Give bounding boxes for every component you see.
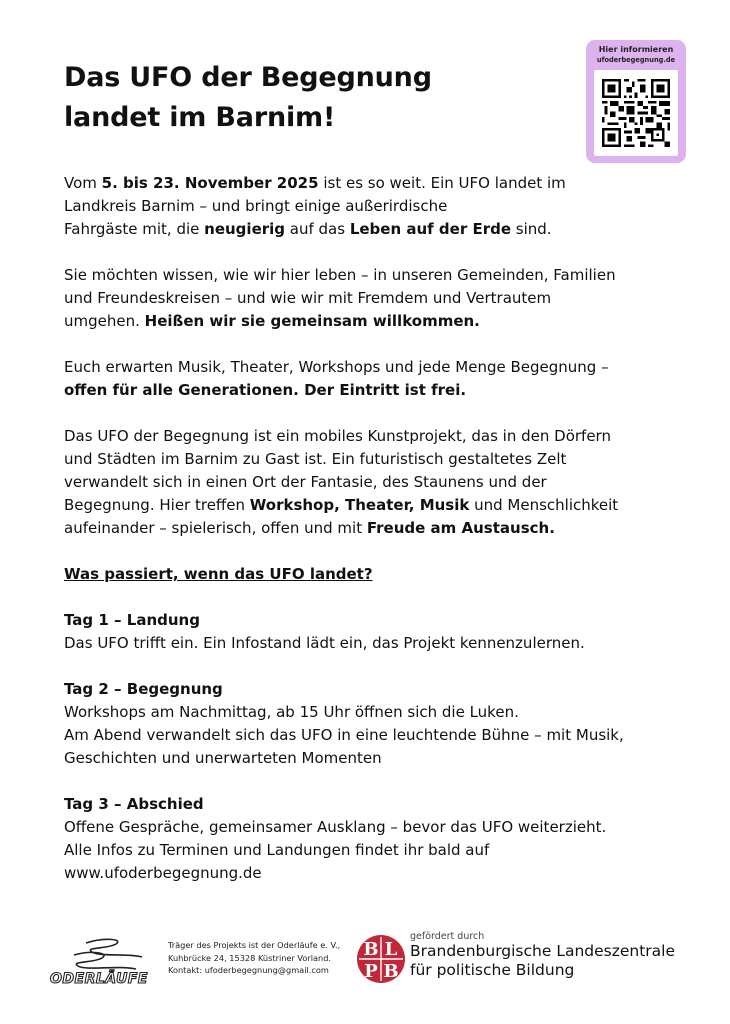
sponsor-line-2: Kuhbrücke 24, 15328 Küstriner Vorland. (168, 952, 332, 963)
qr-code[interactable] (594, 70, 678, 156)
blpb-letter-3: P (364, 961, 378, 982)
funder-name-line-2: für politische Bildung (410, 961, 575, 979)
day-text-1: Das UFO trifft ein. Ein Infostand lädt ein, das Projekt kennenzulernen. (64, 634, 585, 652)
sponsor-line-1: Träger des Projekts ist der Oderläufe e. V., (168, 940, 341, 950)
oderlaeufe-logo-text: ODERLÄUFE (50, 971, 148, 987)
p1-text-e: auf das (285, 220, 350, 238)
title-line-1: Das UFO der Begegnung (64, 62, 432, 93)
p1-text-a: Vom (64, 174, 102, 192)
section-heading-text: Was passiert, wenn das UFO landet? (64, 565, 373, 583)
funder-block (410, 931, 675, 980)
day-text-3: Offene Gespräche, gemeinsamer Ausklang – bevor das UFO weiterzieht. Alle Infos zu Terminen und Landungen findet ihr bald auf www.ufoderbegegnung.de (64, 818, 607, 882)
p1-bold-life: Leben auf der Erde (349, 220, 512, 238)
flyer-body (64, 172, 684, 908)
qr-label-url: ufoderbegegnung.de (596, 56, 676, 64)
sponsor-info (168, 939, 340, 977)
p4-bold-joy: Freude am Austausch. (366, 519, 555, 537)
blpb-letter-1: B (363, 939, 379, 960)
blpb-letter-4: B (383, 961, 399, 982)
p4-text-c: und Menschlichkeit aufeinander – spielerisch, offen und mit (64, 496, 619, 537)
qr-label-heading: Hier informieren (598, 45, 674, 54)
day-title-1: Tag 1 – Landung (64, 611, 200, 629)
day-title-3: Tag 3 – Abschied (64, 795, 204, 813)
funder-name-line-1: Brandenburgische Landeszentrale (410, 942, 676, 960)
footer (0, 925, 730, 1015)
page-title (64, 58, 432, 138)
qr-info-box[interactable] (586, 40, 686, 163)
p2-bold-welcome: Heißen wir sie gemeinsam willkommen. (144, 312, 480, 330)
day-text-2: Workshops am Nachmittag, ab 15 Uhr öffnen sich die Luken. Am Abend verwandelt sich das UFO in eine leuchtende Bühne – mit Musik, Geschichten und unerwarteten Momenten (64, 703, 624, 767)
funded-by-label: gefördert durch (410, 931, 485, 942)
project-paragraph (64, 425, 684, 540)
sponsor-contact: Kontakt: ufoderbegegnung@gmail.com (168, 965, 329, 975)
event-dates: 5. bis 23. November 2025 (101, 174, 319, 192)
welcome-paragraph (64, 264, 684, 333)
day-block-1 (64, 609, 684, 655)
p4-text-a: Das UFO der Begegnung ist ein mobiles Kunstprojekt, das in den Dörfern und Städten im Barnim zu Gast ist. Ein futuristisch gestaltetes Zelt verwandelt sich in einen Ort der Fantasie, des Staunens und der Begegnung. Hier treffen (64, 427, 611, 514)
p3-bold-free-entry: offen für alle Generationen. Der Eintritt ist frei. (64, 381, 467, 399)
blpb-letter-2: L (384, 939, 398, 960)
qr-code-icon (602, 79, 670, 147)
oderlaeufe-logo (46, 933, 158, 989)
offer-paragraph (64, 356, 684, 402)
day-title-2: Tag 2 – Begegnung (64, 680, 223, 698)
p1-text-g: sind. (511, 220, 552, 238)
section-heading (64, 563, 684, 586)
p1-bold-curious: neugierig (204, 220, 286, 238)
p1-text-c: ist es so weit. Ein UFO landet im Landkreis Barnim – und bringt einige außerirdische Fahrgäste mit, die (64, 174, 566, 238)
p3-text-a: Euch erwarten Musik, Theater, Workshops und jede Menge Begegnung – (64, 358, 609, 376)
day-block-3 (64, 793, 684, 885)
day-block-2 (64, 678, 684, 770)
blpb-logo (356, 933, 406, 985)
intro-paragraph (64, 172, 684, 241)
p4-bold-formats: Workshop, Theater, Musik (249, 496, 470, 514)
title-line-2: landet im Barnim! (64, 102, 336, 133)
p2-text-a: Sie möchten wissen, wie wir hier leben – in unseren Gemeinden, Familien und Freundeskreisen – und wie wir mit Fremdem und Vertrautem umgehen. (64, 266, 616, 330)
